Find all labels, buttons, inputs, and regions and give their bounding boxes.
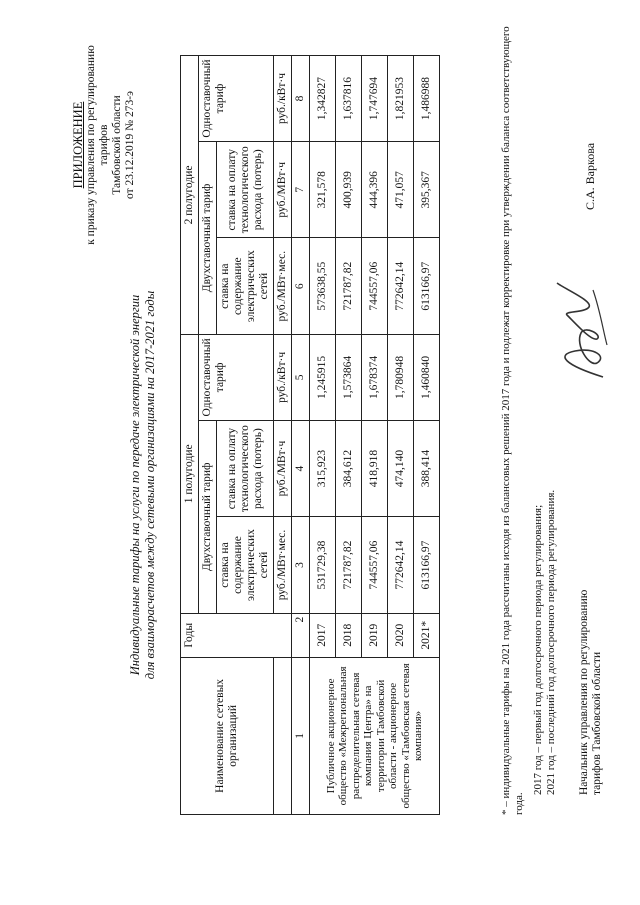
row-year: 2021* — [414, 613, 440, 657]
table-column-numbers-row — [292, 56, 310, 815]
h2-maint-rate: 772642,14 — [388, 238, 414, 334]
header-rate-maint-1: ставка на содержание электрических сетей — [217, 517, 274, 613]
signatory-title-line-1: Начальник управления по регулированию — [578, 589, 590, 795]
document-title — [128, 205, 158, 765]
organization-name: Публичное акционерное общество «Межрегиональная распределительная сетевая компания Центра» на территории Тамбовской области - акционерное общество «Тамбовская сетевая компания» — [310, 657, 440, 814]
h1-single-rate: 1,573864 — [336, 334, 362, 420]
unit-cell: руб./кВт·ч — [274, 334, 292, 420]
h2-loss-rate: 444,396 — [362, 142, 388, 238]
footnote: * – индивидуальные тарифы на 2021 года рассчитаны исходя из балансовых решений 2017 года и подлежат корректировке при утверждении баланса соответствующего года. — [500, 26, 525, 815]
h2-maint-rate: 573638,55 — [310, 238, 336, 334]
document-title-line-1: Индивидуальные тарифы на услуги по передаче электрической энергии — [128, 294, 142, 676]
h2-single-rate: 1,821953 — [388, 56, 414, 142]
unit-cell: руб./МВт·ч — [274, 420, 292, 516]
h2-loss-rate: 395,367 — [414, 142, 440, 238]
header-two-part-2: Двухставочный тариф — [199, 142, 217, 335]
header-single-2: Одноставочный тариф — [199, 56, 274, 142]
h1-single-rate: 1,678374 — [362, 334, 388, 420]
header-half-1: 1 полугодие — [181, 334, 199, 613]
row-year: 2019 — [362, 613, 388, 657]
header-rate-maint-2: ставка на содержание электрических сетей — [217, 238, 274, 334]
column-number: 3 — [292, 517, 310, 613]
column-number: 1 — [292, 657, 310, 814]
tariff-table — [180, 55, 440, 815]
column-number: 2 — [292, 613, 310, 657]
h2-maint-rate: 613166,97 — [414, 238, 440, 334]
h1-maint-rate: 531729,38 — [310, 517, 336, 613]
period-notes — [532, 95, 558, 795]
h1-loss-rate: 418,918 — [362, 420, 388, 516]
column-number: 4 — [292, 420, 310, 516]
period-note-first: 2017 год – первый год долгосрочного периода регулирования; — [532, 504, 544, 795]
table-row — [310, 56, 336, 815]
h1-maint-rate: 613166,97 — [414, 517, 440, 613]
appendix-title: ПРИЛОЖЕНИЕ — [71, 101, 85, 189]
column-number: 7 — [292, 142, 310, 238]
h2-loss-rate: 321,578 — [310, 142, 336, 238]
h1-single-rate: 1,245915 — [310, 334, 336, 420]
signatory-name: С.А. Варкова — [583, 142, 597, 210]
row-year: 2020 — [388, 613, 414, 657]
column-number: 8 — [292, 56, 310, 142]
h2-maint-rate: 744557,06 — [362, 238, 388, 334]
header-rate-loss-2: ставка на оплату технологического расхода (потерь) — [217, 142, 274, 238]
document-title-line-2: для взаиморасчетов между сетевыми организациями на 2017-2021 годы — [143, 290, 157, 680]
h2-single-rate: 1,342827 — [310, 56, 336, 142]
h1-loss-rate: 384,612 — [336, 420, 362, 516]
appendix-line-1: к приказу управления по регулированию тарифов — [85, 45, 110, 245]
unit-cell: руб./кВт·ч — [274, 56, 292, 142]
column-number: 5 — [292, 334, 310, 420]
header-half-2: 2 полугодие — [181, 56, 199, 335]
header-single-1: Одноставочный тариф — [199, 334, 274, 420]
h1-loss-rate: 388,414 — [414, 420, 440, 516]
h1-loss-rate: 315,923 — [310, 420, 336, 516]
table-units-row — [274, 56, 292, 815]
unit-cell: руб./МВт·мес. — [274, 238, 292, 334]
h2-single-rate: 1,637816 — [336, 56, 362, 142]
signatory-title — [578, 475, 604, 795]
header-org: Наименование сетевых организаций — [181, 657, 274, 814]
h2-single-rate: 1,747694 — [362, 56, 388, 142]
units-blank — [274, 657, 292, 814]
header-years: Годы — [181, 613, 292, 657]
header-rate-loss-1: ставка на оплату технологического расхода (потерь) — [217, 420, 274, 516]
header-two-part-1: Двухставочный тариф — [199, 420, 217, 613]
table-header-row-1 — [181, 56, 199, 815]
period-note-last: 2021 год – последний год долгосрочного периода регулирования. — [545, 489, 557, 795]
h1-maint-rate: 721787,82 — [336, 517, 362, 613]
handwritten-signature — [545, 275, 615, 385]
row-year: 2018 — [336, 613, 362, 657]
h2-maint-rate: 721787,82 — [336, 238, 362, 334]
h1-single-rate: 1,780948 — [388, 334, 414, 420]
appendix-line-3: от 23.12.2019 № 273-э — [124, 91, 136, 199]
column-number: 6 — [292, 238, 310, 334]
h1-maint-rate: 744557,06 — [362, 517, 388, 613]
h1-loss-rate: 474,140 — [388, 420, 414, 516]
unit-cell: руб./МВт·ч — [274, 142, 292, 238]
row-year: 2017 — [310, 613, 336, 657]
signatory-title-line-2: тарифов Тамбовской области — [591, 651, 603, 795]
h2-single-rate: 1,486988 — [414, 56, 440, 142]
h2-loss-rate: 400,939 — [336, 142, 362, 238]
appendix-line-2: Тамбовской области — [111, 95, 123, 195]
h1-single-rate: 1,460840 — [414, 334, 440, 420]
h2-loss-rate: 471,057 — [388, 142, 414, 238]
h1-maint-rate: 772642,14 — [388, 517, 414, 613]
unit-cell: руб./МВт·мес. — [274, 517, 292, 613]
